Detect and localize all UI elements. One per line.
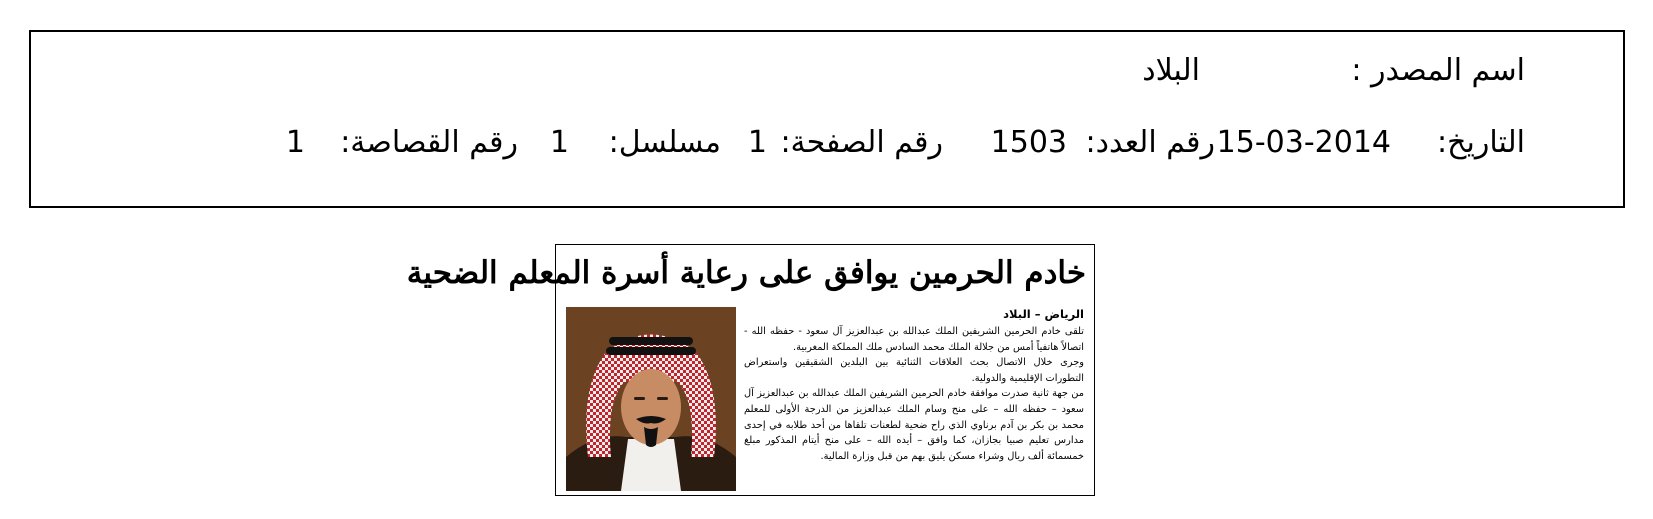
serial-value: 1	[549, 125, 569, 160]
clipping-label: رقم القصاصة:	[340, 125, 518, 160]
clipping-headline: خادم الحرمين يوافق على رعاية أسرة المعلم الضحية	[406, 255, 1086, 291]
page-label: رقم الصفحة:	[780, 125, 943, 160]
issue-value: 1503	[990, 125, 1067, 160]
serial-label: مسلسل:	[608, 125, 721, 160]
page-value: 1	[747, 125, 767, 160]
clipping-paragraph: وجرى خلال الاتصال بحث العلاقات الثنائية بين البلدين الشقيقين واستعراض التطورات الإقليمية والدولية.	[744, 357, 1084, 384]
clipping-paragraph: من جهة ثانية صدرت موافقة خادم الحرمين الشريفين الملك عبدالله بن عبدالعزيز آل سعود – حفظه الله – على منح وسام الملك عبدالعزيز من الدرجة الأولى للمعلم محمد بن بكر بن آدم برناوي الذي راح ضحية لطعنات تلقاها من أحد طلابه في إحدى مدارس تعليم صبيا بجازان، كما وافق – أيده الله – على منح أيتام المذكور مبلغ خمسمائة ألف ريال وشراء مسكن يليق بهم من قبل وزارة المالية.	[744, 388, 1084, 462]
clipping-dateline: الرياض – البلاد	[1003, 307, 1084, 321]
header-box	[29, 30, 1625, 208]
date-value: 15-03-2014	[1216, 125, 1391, 160]
source-value: البلاد	[1142, 53, 1200, 88]
issue-label: رقم العدد:	[1085, 125, 1215, 160]
clipping-value: 1	[285, 125, 305, 160]
portrait-photo	[566, 307, 736, 491]
portrait-illustration	[566, 307, 736, 491]
news-clipping	[406, 244, 1095, 496]
clipping-paragraph: تلقى خادم الحرمين الشريفين الملك عبدالله بن عبدالعزيز آل سعود - حفظه الله - اتصالاً هاتفياً أمس من جلالة الملك محمد السادس ملك المملكة المغربية.	[744, 326, 1084, 353]
clipping-body	[744, 307, 1084, 464]
date-label: التاريخ:	[1437, 125, 1525, 160]
source-label: اسم المصدر :	[1351, 53, 1525, 88]
